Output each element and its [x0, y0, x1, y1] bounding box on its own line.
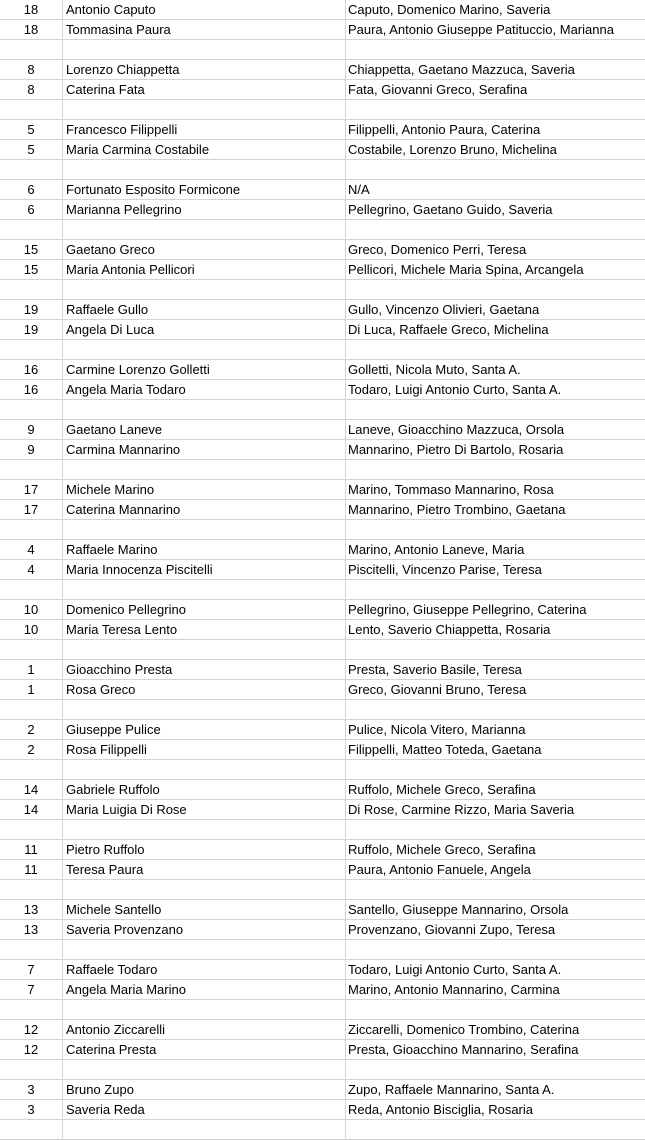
table-row — [0, 1100, 645, 1120]
cell-spouse-name[interactable] — [63, 820, 346, 839]
cell-couple-number[interactable] — [0, 340, 63, 359]
cell-parents[interactable]: Marino, Antonio Laneve, Maria — [348, 542, 525, 557]
cell-couple-number[interactable]: 13 — [0, 900, 63, 919]
cell-parents[interactable]: Lento, Saverio Chiappetta, Rosaria — [348, 622, 551, 637]
cell-spouse-name[interactable] — [63, 880, 346, 899]
cell-spouse-name[interactable]: Maria Innocenza Piscitelli — [63, 560, 346, 579]
cell-spouse-name[interactable]: Teresa Paura — [63, 860, 346, 879]
cell-parents[interactable]: Filippelli, Matteo Toteda, Gaetana — [348, 742, 542, 757]
table-row — [0, 500, 645, 520]
cell-spouse-name[interactable]: Gaetano Greco — [63, 240, 346, 259]
cell-couple-number[interactable]: 2 — [0, 720, 63, 739]
cell-parents[interactable] — [346, 1060, 645, 1079]
cell-couple-number[interactable]: 3 — [0, 1100, 63, 1119]
cell-spouse-name[interactable]: Caterina Presta — [63, 1040, 346, 1059]
cell-spouse-name[interactable] — [63, 700, 346, 719]
table-row — [0, 280, 645, 300]
cell-couple-number[interactable]: 14 — [0, 800, 63, 819]
cell-parents[interactable] — [346, 520, 645, 539]
cell-spouse-name[interactable]: Rosa Greco — [63, 680, 346, 699]
cell-spouse-name[interactable]: Saveria Reda — [63, 1100, 346, 1119]
table-row — [0, 140, 645, 160]
cell-parents[interactable]: Marino, Tommaso Mannarino, Rosa — [348, 482, 554, 497]
table-row — [0, 1120, 645, 1140]
cell-spouse-name[interactable]: Michele Marino — [63, 480, 346, 499]
cell-parents[interactable] — [346, 460, 645, 479]
cell-couple-number[interactable]: 13 — [0, 920, 63, 939]
cell-spouse-name[interactable] — [63, 400, 346, 419]
table-row — [0, 620, 645, 640]
table-row — [0, 340, 645, 360]
cell-couple-number[interactable] — [0, 220, 63, 239]
cell-spouse-name[interactable]: Caterina Mannarino — [63, 500, 346, 519]
cell-parents[interactable] — [346, 220, 645, 239]
cell-couple-number[interactable]: 6 — [0, 200, 63, 219]
cell-couple-number[interactable]: 14 — [0, 780, 63, 799]
cell-spouse-name[interactable]: Lorenzo Chiappetta — [63, 60, 346, 79]
cell-parents[interactable] — [346, 820, 645, 839]
table-row — [0, 560, 645, 580]
cell-spouse-name[interactable]: Michele Santello — [63, 900, 346, 919]
cell-couple-number[interactable] — [0, 1120, 63, 1139]
cell-spouse-name[interactable]: Fortunato Esposito Formicone — [63, 180, 346, 199]
cell-couple-number[interactable]: 9 — [0, 420, 63, 439]
table-row — [0, 860, 645, 880]
cell-parents[interactable]: Greco, Giovanni Bruno, Teresa — [348, 682, 527, 697]
table-row — [0, 720, 645, 740]
cell-parents[interactable] — [346, 580, 645, 599]
table-row — [0, 380, 645, 400]
cell-spouse-name[interactable] — [63, 520, 346, 539]
table-row — [0, 20, 645, 40]
table-row — [0, 100, 645, 120]
table-row — [0, 260, 645, 280]
cell-couple-number[interactable]: 7 — [0, 980, 63, 999]
cell-spouse-name[interactable] — [63, 1000, 346, 1019]
cell-parents[interactable]: Chiappetta, Gaetano Mazzuca, Saveria — [348, 62, 575, 77]
table-row — [0, 840, 645, 860]
table-row — [0, 920, 645, 940]
table-row — [0, 320, 645, 340]
cell-couple-number[interactable]: 10 — [0, 600, 63, 619]
cell-couple-number[interactable] — [0, 520, 63, 539]
cell-spouse-name[interactable] — [63, 100, 346, 119]
cell-spouse-name[interactable]: Maria Antonia Pellicori — [63, 260, 346, 279]
cell-parents[interactable]: Ruffolo, Michele Greco, Serafina — [348, 782, 536, 797]
cell-spouse-name[interactable]: Gabriele Ruffolo — [63, 780, 346, 799]
cell-spouse-name[interactable]: Tommasina Paura — [63, 20, 346, 39]
cell-couple-number[interactable]: 18 — [0, 0, 63, 19]
cell-spouse-name[interactable]: Marianna Pellegrino — [63, 200, 346, 219]
table-row — [0, 980, 645, 1000]
cell-couple-number[interactable] — [0, 100, 63, 119]
cell-parents[interactable] — [346, 760, 645, 779]
table-row — [0, 760, 645, 780]
cell-couple-number[interactable]: 15 — [0, 240, 63, 259]
cell-spouse-name[interactable]: Gioacchino Presta — [63, 660, 346, 679]
cell-parents[interactable]: Filippelli, Antonio Paura, Caterina — [348, 122, 541, 137]
cell-parents[interactable] — [346, 160, 645, 179]
cell-couple-number[interactable]: 1 — [0, 680, 63, 699]
cell-parents[interactable] — [346, 1120, 645, 1139]
cell-spouse-name[interactable] — [63, 1060, 346, 1079]
cell-spouse-name[interactable]: Caterina Fata — [63, 80, 346, 99]
cell-spouse-name[interactable]: Domenico Pellegrino — [63, 600, 346, 619]
cell-couple-number[interactable] — [0, 1000, 63, 1019]
table-row — [0, 580, 645, 600]
table-row — [0, 360, 645, 380]
table-row — [0, 700, 645, 720]
cell-spouse-name[interactable]: Maria Teresa Lento — [63, 620, 346, 639]
cell-parents[interactable]: Presta, Gioacchino Mannarino, Serafina — [348, 1042, 579, 1057]
cell-couple-number[interactable] — [0, 700, 63, 719]
table-row — [0, 740, 645, 760]
cell-spouse-name[interactable]: Antonio Ziccarelli — [63, 1020, 346, 1039]
cell-spouse-name[interactable] — [63, 580, 346, 599]
cell-couple-number[interactable]: 7 — [0, 960, 63, 979]
cell-couple-number[interactable]: 4 — [0, 560, 63, 579]
cell-couple-number[interactable]: 16 — [0, 360, 63, 379]
cell-couple-number[interactable]: 3 — [0, 1080, 63, 1099]
cell-parents[interactable]: Provenzano, Giovanni Zupo, Teresa — [348, 922, 556, 937]
table-row — [0, 480, 645, 500]
cell-parents[interactable] — [346, 880, 645, 899]
table-row — [0, 520, 645, 540]
cell-couple-number[interactable] — [0, 940, 63, 959]
cell-spouse-name[interactable]: Antonio Caputo — [63, 0, 346, 19]
cell-couple-number[interactable]: 12 — [0, 1040, 63, 1059]
table-row — [0, 460, 645, 480]
cell-parents[interactable]: Todaro, Luigi Antonio Curto, Santa A. — [348, 962, 562, 977]
cell-spouse-name[interactable]: Francesco Filippelli — [63, 120, 346, 139]
cell-couple-number[interactable] — [0, 1060, 63, 1079]
table-row — [0, 780, 645, 800]
cell-couple-number[interactable]: 11 — [0, 860, 63, 879]
cell-spouse-name[interactable]: Raffaele Todaro — [63, 960, 346, 979]
cell-spouse-name[interactable]: Giuseppe Pulice — [63, 720, 346, 739]
table-row — [0, 1040, 645, 1060]
cell-parents[interactable]: Ruffolo, Michele Greco, Serafina — [348, 842, 536, 857]
table-row — [0, 960, 645, 980]
cell-spouse-name[interactable]: Carmina Mannarino — [63, 440, 346, 459]
cell-parents[interactable]: Greco, Domenico Perri, Teresa — [348, 242, 527, 257]
cell-spouse-name[interactable]: Rosa Filippelli — [63, 740, 346, 759]
table-row — [0, 820, 645, 840]
cell-couple-number[interactable]: 19 — [0, 300, 63, 319]
cell-couple-number[interactable] — [0, 160, 63, 179]
cell-parents[interactable]: Gullo, Vincenzo Olivieri, Gaetana — [348, 302, 540, 317]
table-row — [0, 240, 645, 260]
cell-spouse-name[interactable]: Saveria Provenzano — [63, 920, 346, 939]
table-row — [0, 1080, 645, 1100]
cell-couple-number[interactable]: 17 — [0, 500, 63, 519]
cell-couple-number[interactable] — [0, 880, 63, 899]
cell-couple-number[interactable]: 12 — [0, 1020, 63, 1039]
table-row — [0, 680, 645, 700]
cell-couple-number[interactable]: 10 — [0, 620, 63, 639]
cell-parents[interactable] — [346, 700, 645, 719]
cell-spouse-name[interactable] — [63, 220, 346, 239]
cell-parents[interactable]: Pellegrino, Gaetano Guido, Saveria — [348, 202, 553, 217]
cell-parents[interactable]: Golletti, Nicola Muto, Santa A. — [348, 362, 521, 377]
cell-spouse-name[interactable] — [63, 640, 346, 659]
cell-parents[interactable]: Todaro, Luigi Antonio Curto, Santa A. — [348, 382, 562, 397]
cell-spouse-name[interactable] — [63, 40, 346, 59]
cell-parents[interactable]: Piscitelli, Vincenzo Parise, Teresa — [348, 562, 542, 577]
cell-parents[interactable]: N/A — [348, 182, 370, 197]
table-row — [0, 300, 645, 320]
table-row — [0, 440, 645, 460]
table-row — [0, 900, 645, 920]
cell-parents[interactable]: Ziccarelli, Domenico Trombino, Caterina — [348, 1022, 580, 1037]
cell-parents[interactable]: Paura, Antonio Fanuele, Angela — [348, 862, 531, 877]
cell-parents[interactable]: Costabile, Lorenzo Bruno, Michelina — [348, 142, 557, 157]
cell-parents[interactable]: Di Rose, Carmine Rizzo, Maria Saveria — [348, 802, 575, 817]
cell-couple-number[interactable] — [0, 580, 63, 599]
cell-couple-number[interactable]: 18 — [0, 20, 63, 39]
cell-parents[interactable]: Pulice, Nicola Vitero, Marianna — [348, 722, 526, 737]
table-row — [0, 120, 645, 140]
cell-spouse-name[interactable] — [63, 280, 346, 299]
cell-spouse-name[interactable]: Pietro Ruffolo — [63, 840, 346, 859]
cell-parents[interactable] — [346, 640, 645, 659]
cell-parents[interactable] — [346, 1000, 645, 1019]
cell-couple-number[interactable] — [0, 760, 63, 779]
cell-couple-number[interactable]: 1 — [0, 660, 63, 679]
cell-parents[interactable] — [346, 340, 645, 359]
cell-couple-number[interactable]: 8 — [0, 80, 63, 99]
cell-couple-number[interactable]: 16 — [0, 380, 63, 399]
cell-parents[interactable]: Laneve, Gioacchino Mazzuca, Orsola — [348, 422, 565, 437]
cell-couple-number[interactable]: 11 — [0, 840, 63, 859]
cell-parents[interactable]: Caputo, Domenico Marino, Saveria — [348, 2, 551, 17]
cell-couple-number[interactable]: 2 — [0, 740, 63, 759]
table-row — [0, 800, 645, 820]
cell-parents[interactable]: Pellicori, Michele Maria Spina, Arcangela — [348, 262, 584, 277]
cell-couple-number[interactable] — [0, 400, 63, 419]
cell-parents[interactable] — [346, 100, 645, 119]
table-row — [0, 660, 645, 680]
table-row — [0, 1020, 645, 1040]
cell-parents[interactable] — [346, 280, 645, 299]
cell-parents[interactable]: Mannarino, Pietro Trombino, Gaetana — [348, 502, 566, 517]
cell-parents[interactable]: Marino, Antonio Mannarino, Carmina — [348, 982, 560, 997]
cell-spouse-name[interactable] — [63, 1120, 346, 1139]
cell-parents[interactable]: Reda, Antonio Bisciglia, Rosaria — [348, 1102, 533, 1117]
table-row — [0, 160, 645, 180]
table-row — [0, 400, 645, 420]
cell-spouse-name[interactable]: Raffaele Marino — [63, 540, 346, 559]
cell-spouse-name[interactable]: Carmine Lorenzo Golletti — [63, 360, 346, 379]
cell-couple-number[interactable]: 5 — [0, 140, 63, 159]
cell-spouse-name[interactable]: Angela Maria Marino — [63, 980, 346, 999]
cell-parents[interactable]: Pellegrino, Giuseppe Pellegrino, Caterina — [348, 602, 587, 617]
table-row — [0, 1000, 645, 1020]
cell-spouse-name[interactable] — [63, 340, 346, 359]
cell-spouse-name[interactable] — [63, 160, 346, 179]
cell-couple-number[interactable]: 9 — [0, 440, 63, 459]
cell-couple-number[interactable]: 6 — [0, 180, 63, 199]
cell-couple-number[interactable] — [0, 640, 63, 659]
table-row — [0, 880, 645, 900]
table-row — [0, 640, 645, 660]
cell-parents[interactable] — [346, 400, 645, 419]
table-row — [0, 420, 645, 440]
cell-spouse-name[interactable]: Angela Maria Todaro — [63, 380, 346, 399]
cell-parents[interactable]: Santello, Giuseppe Mannarino, Orsola — [348, 902, 569, 917]
cell-couple-number[interactable] — [0, 280, 63, 299]
cell-couple-number[interactable] — [0, 820, 63, 839]
table-row — [0, 1060, 645, 1080]
table-row — [0, 80, 645, 100]
cell-spouse-name[interactable]: Raffaele Gullo — [63, 300, 346, 319]
cell-couple-number[interactable]: 5 — [0, 120, 63, 139]
table-row — [0, 940, 645, 960]
cell-parents[interactable]: Paura, Antonio Giuseppe Patituccio, Marianna — [348, 22, 614, 37]
cell-parents[interactable]: Zupo, Raffaele Mannarino, Santa A. — [348, 1082, 555, 1097]
table-row — [0, 540, 645, 560]
cell-couple-number[interactable]: 19 — [0, 320, 63, 339]
table-row — [0, 0, 645, 20]
table-row — [0, 180, 645, 200]
cell-spouse-name[interactable]: Angela Di Luca — [63, 320, 346, 339]
cell-spouse-name[interactable]: Maria Luigia Di Rose — [63, 800, 346, 819]
cell-spouse-name[interactable] — [63, 460, 346, 479]
cell-couple-number[interactable] — [0, 40, 63, 59]
cell-parents[interactable]: Mannarino, Pietro Di Bartolo, Rosaria — [348, 442, 564, 457]
cell-couple-number[interactable]: 17 — [0, 480, 63, 499]
cell-couple-number[interactable] — [0, 460, 63, 479]
table-row — [0, 220, 645, 240]
table-row — [0, 60, 645, 80]
cell-parents[interactable]: Presta, Saverio Basile, Teresa — [348, 662, 522, 677]
table-row — [0, 200, 645, 220]
cell-spouse-name[interactable]: Maria Carmina Costabile — [63, 140, 346, 159]
cell-spouse-name[interactable] — [63, 940, 346, 959]
cell-parents[interactable]: Di Luca, Raffaele Greco, Michelina — [348, 322, 549, 337]
cell-spouse-name[interactable]: Gaetano Laneve — [63, 420, 346, 439]
cell-couple-number[interactable]: 15 — [0, 260, 63, 279]
table-row — [0, 40, 645, 60]
cell-parents[interactable] — [346, 40, 645, 59]
table-row — [0, 600, 645, 620]
cell-parents[interactable]: Fata, Giovanni Greco, Serafina — [348, 82, 528, 97]
cell-spouse-name[interactable] — [63, 760, 346, 779]
cell-parents[interactable] — [346, 940, 645, 959]
cell-spouse-name[interactable]: Bruno Zupo — [63, 1080, 346, 1099]
cell-couple-number[interactable]: 4 — [0, 540, 63, 559]
cell-couple-number[interactable]: 8 — [0, 60, 63, 79]
